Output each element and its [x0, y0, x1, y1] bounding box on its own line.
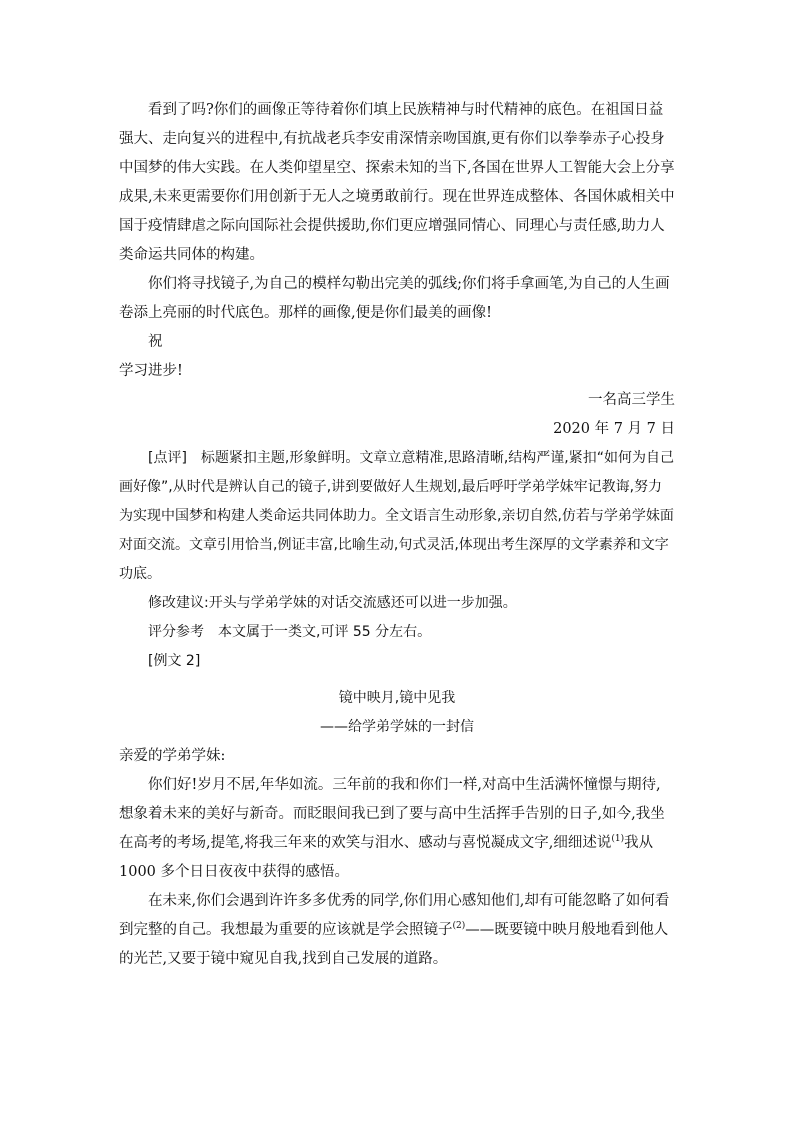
review-comment: [点评] 标题紧扣主题,形象鲜明。文章立意精准,思路清晰,结构严谨,紧扣“如何为自己画好像”,从时代是辨认自己的镜子,讲到要做好人生规划,最后呼吁学弟学妹牢记教诲,努力为实现中国梦和构建人类命运共同体助力。全文语言生动形象,亲切自然,仿若与学弟学妹面对面交流。文章引用恰当,例证丰富,比喻生动,句式灵活,体现出考生深厚的文学素养和文字功底。	[119, 450, 674, 582]
essay-paragraph-2-text: 在未来,你们会遇到许许多多优秀的同学,你们用心感知他们,却有可能忽略了如何看到完整的自己。我想最为重要的应该就是学会照镜子	[119, 893, 670, 938]
essay-paragraph-2-text-end: ——既要镜中映月般地看到他人的光芒,又要于镜中窥见自我,找到自己发展的道路。	[119, 922, 669, 967]
letter-paragraph-2: 你们将寻找镜子,为自己的模样勾勒出完美的弧线;你们将手拿画笔,为自己的人生画卷添上亮丽的时代底色。那样的画像,便是你们最美的画像!	[119, 276, 670, 321]
example-label: [例文 2]	[148, 653, 201, 669]
essay-paragraph-1	[119, 771, 675, 887]
essay-paragraph-1-text: 你们好!岁月不居,年华如流。三年前的我和你们一样,对高中生活满怀憧憬与期待,想象着未来的美好与新奇。而眨眼间我已到了要与高中生活挥手告别的日子,如今,我坐在高考的考场,提笔,将我三年来的欢笑与泪水、感动与喜悦凝成文字,细细述说	[119, 777, 665, 851]
letter-date: 2020 年 7 月 7 日	[553, 421, 675, 437]
letter-signature: 一名高三学生	[588, 392, 675, 408]
footnote-marker-2: (2)	[452, 921, 466, 932]
essay-paragraph-1-text-end: 我从 1000 多个日日夜夜中获得的感悟。	[119, 835, 654, 880]
essay-paragraph-2	[119, 887, 675, 974]
essay-title: 镜中映月,镜中见我	[338, 690, 456, 706]
essay-subtitle: ——给学弟学妹的一封信	[320, 719, 474, 735]
score-reference: 评分参考 本文属于一类文,可评 55 分左右。	[148, 624, 432, 640]
essay-salutation: 亲爱的学弟学妹:	[119, 748, 226, 764]
revision-suggestion: 修改建议:开头与学弟学妹的对话交流感还可以进一步加强。	[148, 595, 517, 611]
document-content	[119, 96, 675, 974]
letter-paragraph-1: 看到了吗?你们的画像正等待着你们填上民族精神与时代精神的底色。在祖国日益强大、走向复兴的进程中,有抗战老兵李安甫深情亲吻国旗,更有你们以拳拳赤子心投身中国梦的伟大实践。在人类仰望星空、探索未知的当下,各国在世界人工智能大会上分享成果,未来更需要你们用创新于无人之境勇敢前行。现在世界连成整体、各国休戚相关中国于疫情肆虐之际向国际社会提供援助,你们更应增强同情心、同理心与责任感,助力人类命运共同体的构建。	[119, 102, 675, 263]
footnote-marker-1: (1)	[611, 834, 625, 845]
letter-closing: 祝	[148, 334, 163, 350]
letter-wish: 学习进步!	[119, 363, 183, 379]
